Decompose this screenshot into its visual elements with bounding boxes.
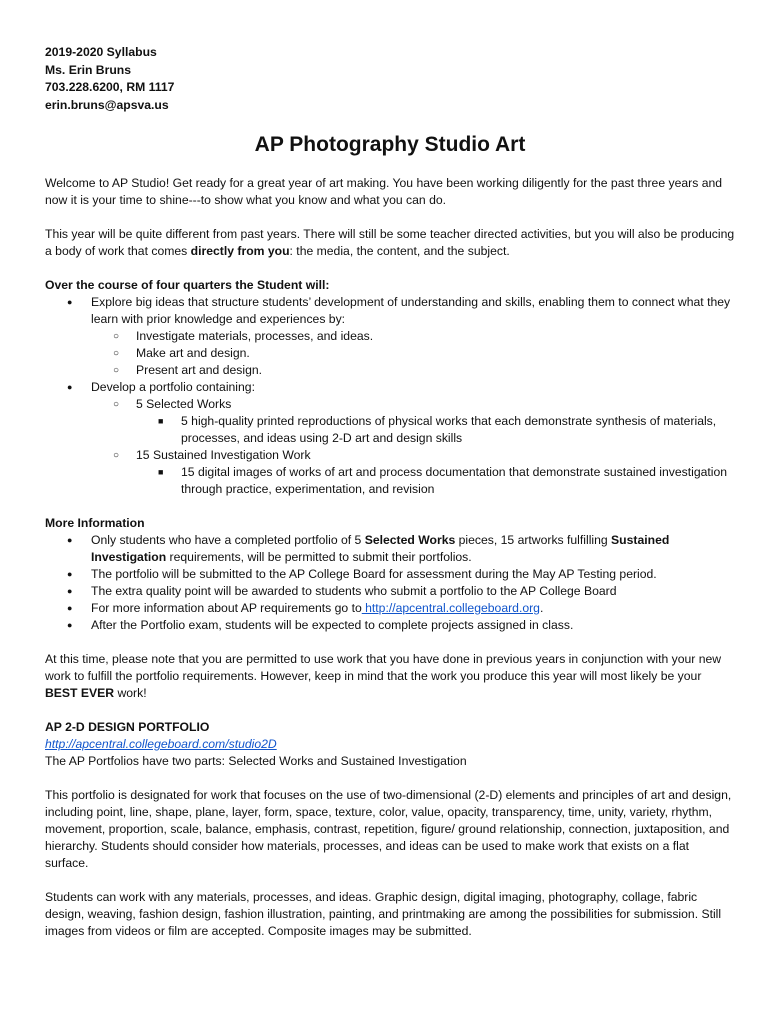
course-list [45, 294, 735, 498]
course-subitem-make: ○ Make art and design. [45, 345, 735, 362]
design-link-line [45, 736, 735, 753]
header-phone-room: 703.228.6200, RM 1117 [45, 80, 175, 94]
apcentral-link[interactable]: http://apcentral.collegeboard.org [361, 601, 540, 615]
more-info-item-eligibility [45, 532, 735, 566]
studio2d-link[interactable]: http://apcentral.collegeboard.com/studio2D [45, 737, 277, 751]
header-teacher-name: Ms. Erin Bruns [45, 62, 132, 77]
document-page [45, 44, 735, 957]
more-info-heading: More Information [45, 516, 145, 530]
course-subitem-selected-works: ○ 5 Selected Works [45, 396, 735, 413]
note-text-a: At this time, please note that you are permitted to use work that you have done in previous years in conjunction with your new work to fulfill the portfolio requirements. However, keep in mind that the work you produce this year will most likely be your [45, 652, 722, 683]
design-paragraph-2: Students can work with any materials, processes, and ideas. Graphic design, digital imaging, photography, collage, fabric design, weaving, fashion design, fashion illustration, painting, and printmaking are among the possibilities for submission. Still images from videos or film are accepted. Composite images may be submitted. [45, 890, 722, 938]
design-parts-text: The AP Portfolios have two parts: Selected Works and Sustained Investigation [45, 754, 467, 768]
more-b4-period: . [539, 601, 544, 615]
header-email: erin.bruns@apsva.us [45, 97, 169, 112]
note-bold: BEST EVER [45, 686, 115, 700]
intro-p2-text-a: This year will be quite different from past years. There will still be some teacher directed activities, but you will also be producing a body of work that comes [45, 227, 735, 258]
more-b1-text-b: pieces, 15 artworks fulfilling [455, 533, 612, 547]
more-info-item-submission: ● The portfolio will be submitted to the AP College Board for assessment during the May AP Testing period. [45, 566, 735, 583]
syllabus-header [45, 44, 735, 114]
intro-p2-bold: directly from you [190, 244, 290, 258]
course-subitem-present: ○ Present art and design. [45, 362, 735, 379]
course-item-explore: ● Explore big ideas that structure students’ development of understanding and skills, enabling them to connect what they learn with prior knowledge and experiences by: [45, 294, 735, 328]
course-item-portfolio: ● Develop a portfolio containing: [45, 379, 735, 396]
note-paragraph [45, 651, 735, 702]
intro-paragraph-2 [45, 226, 735, 260]
more-info-item-requirements [45, 600, 735, 617]
more-info-item-quality-point: ● The extra quality point will be awarded to students who submit a portfolio to the AP College Board [45, 583, 735, 600]
more-b1-text-c: requirements, will be permitted to submit their portfolios. [166, 550, 472, 564]
course-detail-sustained: ■ 15 digital images of works of art and process documentation that demonstrate sustained investigation through practice, experimentation, and revision [45, 464, 735, 498]
more-b1-text-a: Only students who have a completed portfolio of 5 [91, 533, 365, 547]
course-subitem-sustained: ○ 15 Sustained Investigation Work [45, 447, 735, 464]
design-paragraph-1: This portfolio is designated for work that focuses on the use of two-dimensional (2-D) elements and principles of art and design, including point, line, shape, plane, layer, form, space, texture, color, value, opacity, transparency, time, unity, variety, rhythm, movement, proportion, scale, balance, emphasis, contrast, repetition, figure/ ground relationship, connection, juxtaposition, and hierarchy. Students should consider how materials, processes, and ideas can be used to make work that exists on a flat surface. [45, 788, 732, 870]
course-subitem-investigate: ○ Investigate materials, processes, and ideas. [45, 328, 735, 345]
more-b4-text: For more information about AP requirements go to [91, 601, 362, 615]
intro-p2-text-b: : the media, the content, and the subject. [289, 244, 510, 258]
more-b1-bold-selected: Selected Works [364, 533, 456, 547]
course-heading: Over the course of four quarters the Student will: [45, 278, 330, 292]
note-text-b: work! [114, 686, 147, 700]
header-syllabus-year: 2019-2020 Syllabus [45, 45, 157, 59]
page-title: AP Photography Studio Art [254, 133, 526, 156]
course-detail-selected-works: ■ 5 high-quality printed reproductions of physical works that each demonstrate synthesis of materials, processes, and ideas using 2-D art and design skills [45, 413, 735, 447]
more-b1-bold-sustained: Sustained Investigation [91, 533, 670, 564]
intro-paragraph-1: Welcome to AP Studio! Get ready for a great year of art making. You have been working diligently for the past three years and now it is your time to shine---to show what you know and what you can do. [45, 176, 723, 207]
more-info-item-after-exam: ● After the Portfolio exam, students will be expected to complete projects assigned in class. [45, 617, 735, 634]
design-portfolio-heading: AP 2-D DESIGN PORTFOLIO [45, 720, 210, 734]
more-info-list [45, 532, 735, 634]
